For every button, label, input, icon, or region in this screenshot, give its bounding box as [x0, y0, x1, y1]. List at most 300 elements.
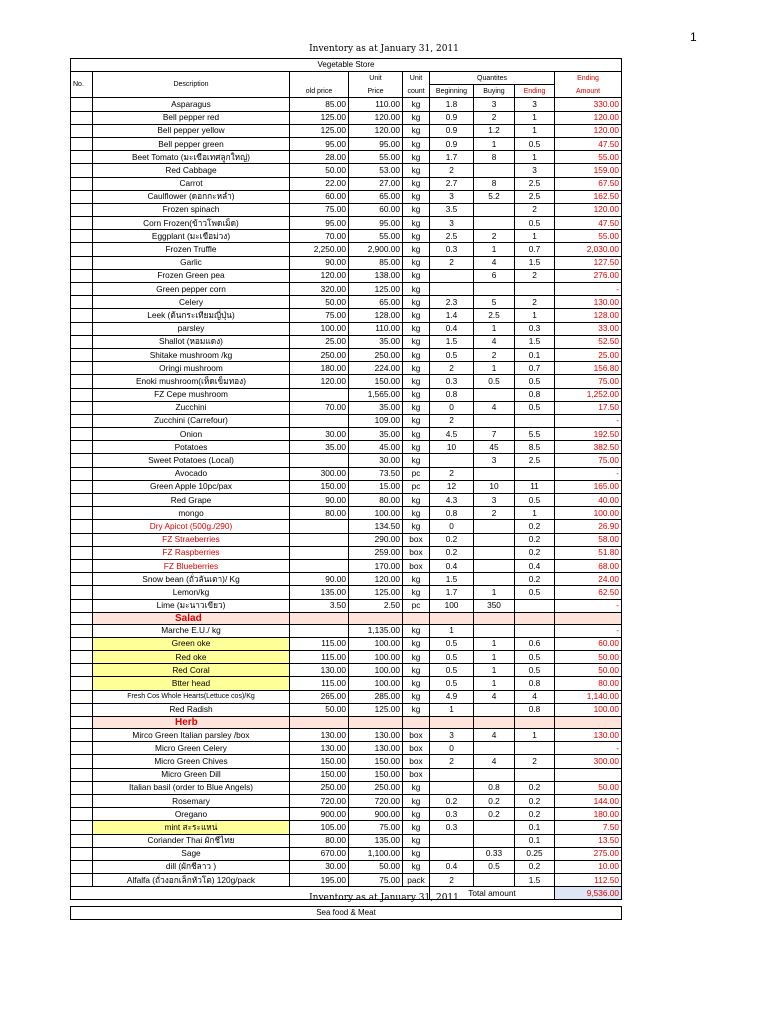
item-description: Red oke [93, 651, 290, 664]
item-old-price: 150.00 [290, 768, 349, 781]
item-buying: 4 [474, 335, 515, 348]
item-unit-price: 75.00 [349, 874, 403, 887]
header-unit-count: Unit [403, 72, 430, 85]
item-old-price: 195.00 [290, 874, 349, 887]
item-old-price: 115.00 [290, 677, 349, 690]
item-beginning: 0.2 [430, 794, 474, 807]
header-old-price: old price [290, 85, 349, 98]
item-old-price: 150.00 [290, 755, 349, 768]
item-buying [474, 217, 515, 230]
item-unit-price: 134.50 [349, 520, 403, 533]
table-row [71, 98, 622, 111]
item-unit-price: 130.00 [349, 729, 403, 742]
item-amount: 120.00 [555, 203, 622, 216]
item-unit: box [403, 755, 430, 768]
item-unit-price: 150.00 [349, 375, 403, 388]
item-old-price: 265.00 [290, 690, 349, 703]
item-beginning: 10 [430, 441, 474, 454]
item-beginning: 1.8 [430, 98, 474, 111]
item-old-price: 130.00 [290, 742, 349, 755]
item-unit: kg [403, 230, 430, 243]
item-unit-price: 75.00 [349, 821, 403, 834]
item-beginning: 1 [430, 703, 474, 716]
item-unit-price: 285.00 [349, 690, 403, 703]
item-unit-price: 110.00 [349, 98, 403, 111]
item-old-price: 90.00 [290, 256, 349, 269]
table-row [71, 546, 622, 559]
item-buying: 4 [474, 256, 515, 269]
table-row [71, 467, 622, 480]
table-row [71, 781, 622, 794]
item-unit: kg [403, 190, 430, 203]
item-buying: 1.2 [474, 124, 515, 137]
item-unit: kg [403, 309, 430, 322]
item-old-price [290, 414, 349, 427]
item-unit: pc [403, 467, 430, 480]
item-unit: box [403, 533, 430, 546]
table-row [71, 348, 622, 361]
item-beginning: 3 [430, 217, 474, 230]
item-old-price: 3.50 [290, 599, 349, 612]
item-old-price [290, 546, 349, 559]
item-old-price [290, 454, 349, 467]
item-unit-price: 130.00 [349, 742, 403, 755]
item-amount: 80.00 [555, 677, 622, 690]
item-unit-price: 224.00 [349, 362, 403, 375]
item-beginning: 2 [430, 256, 474, 269]
item-unit: kg [403, 348, 430, 361]
item-buying: 0.5 [474, 375, 515, 388]
table-row [71, 599, 622, 612]
table-row [71, 362, 622, 375]
item-unit-price: 1,100.00 [349, 847, 403, 860]
item-unit: kg [403, 283, 430, 296]
item-unit-price: 290.00 [349, 533, 403, 546]
item-amount: 47.50 [555, 217, 622, 230]
item-beginning: 0.5 [430, 651, 474, 664]
item-buying: 4 [474, 690, 515, 703]
item-unit-price: 55.00 [349, 151, 403, 164]
item-buying: 2.5 [474, 309, 515, 322]
table-row [71, 520, 622, 533]
item-buying: 0.8 [474, 781, 515, 794]
item-description: mint สะระแหน่ [93, 821, 290, 834]
item-amount: 10.00 [555, 860, 622, 873]
item-unit-price: 27.00 [349, 177, 403, 190]
item-beginning: 4.9 [430, 690, 474, 703]
item-buying [474, 573, 515, 586]
item-amount: 100.00 [555, 703, 622, 716]
item-beginning: 0.2 [430, 533, 474, 546]
item-amount: 7.50 [555, 821, 622, 834]
item-buying [474, 742, 515, 755]
item-beginning: 0.9 [430, 124, 474, 137]
item-old-price [290, 559, 349, 572]
header-row-1 [71, 72, 622, 85]
item-unit-price: 250.00 [349, 781, 403, 794]
item-description: FZ Cepe mushroom [93, 388, 290, 401]
item-amount: 120.00 [555, 124, 622, 137]
item-ending: 0.5 [515, 217, 555, 230]
item-old-price: 180.00 [290, 362, 349, 375]
item-description: Zucchini (Carrefour) [93, 414, 290, 427]
item-buying: 2 [474, 348, 515, 361]
item-unit-price: 120.00 [349, 124, 403, 137]
item-old-price: 100.00 [290, 322, 349, 335]
item-amount: 130.00 [555, 729, 622, 742]
item-unit: box [403, 742, 430, 755]
item-old-price: 135.00 [290, 586, 349, 599]
item-unit: kg [403, 151, 430, 164]
item-ending [515, 599, 555, 612]
item-description: Btter head [93, 677, 290, 690]
item-amount: 300.00 [555, 755, 622, 768]
item-description: Red Grape [93, 494, 290, 507]
item-amount: 25.00 [555, 348, 622, 361]
item-unit: kg [403, 690, 430, 703]
item-unit-price: 80.00 [349, 494, 403, 507]
item-unit-price: 1,135.00 [349, 624, 403, 637]
item-ending: 0.2 [515, 860, 555, 873]
item-unit-price: 170.00 [349, 559, 403, 572]
item-ending: 0.1 [515, 834, 555, 847]
item-buying [474, 874, 515, 887]
item-beginning: 4.5 [430, 428, 474, 441]
item-unit-price: 250.00 [349, 348, 403, 361]
table-row [71, 283, 622, 296]
item-beginning: 100 [430, 599, 474, 612]
table-row [71, 677, 622, 690]
item-description: Garlic [93, 256, 290, 269]
item-beginning: 0.3 [430, 375, 474, 388]
table-row [71, 190, 622, 203]
item-amount: 50.00 [555, 651, 622, 664]
item-unit: kg [403, 520, 430, 533]
item-amount: 13.50 [555, 834, 622, 847]
inventory-table [70, 71, 622, 900]
item-unit: kg [403, 256, 430, 269]
item-beginning: 2 [430, 755, 474, 768]
item-amount: 100.00 [555, 507, 622, 520]
item-ending: 1 [515, 124, 555, 137]
item-unit: kg [403, 137, 430, 150]
item-old-price: 25.00 [290, 335, 349, 348]
item-amount: 128.00 [555, 309, 622, 322]
table-row [71, 388, 622, 401]
item-old-price: 30.00 [290, 428, 349, 441]
item-ending: 0.25 [515, 847, 555, 860]
item-beginning: 0 [430, 742, 474, 755]
item-description: Frozen Green pea [93, 269, 290, 282]
item-beginning: 1.5 [430, 573, 474, 586]
item-unit: kg [403, 296, 430, 309]
table-row [71, 441, 622, 454]
item-amount: 156.80 [555, 362, 622, 375]
item-buying [474, 624, 515, 637]
item-amount: 55.00 [555, 230, 622, 243]
item-amount: 60.00 [555, 637, 622, 650]
item-description: Red Coral [93, 664, 290, 677]
item-unit: pc [403, 480, 430, 493]
item-ending: 0.5 [515, 586, 555, 599]
item-buying [474, 414, 515, 427]
item-old-price: 115.00 [290, 651, 349, 664]
item-amount: 68.00 [555, 559, 622, 572]
item-ending [515, 414, 555, 427]
item-ending: 3 [515, 98, 555, 111]
item-unit: kg [403, 834, 430, 847]
item-description: Bell pepper yellow [93, 124, 290, 137]
item-amount: 127.50 [555, 256, 622, 269]
item-beginning: 0.5 [430, 348, 474, 361]
item-amount: 52.50 [555, 335, 622, 348]
item-buying: 6 [474, 269, 515, 282]
item-buying: 2 [474, 507, 515, 520]
item-unit: kg [403, 794, 430, 807]
section-row [71, 717, 622, 729]
item-description: FZ Straeberries [93, 533, 290, 546]
table-row [71, 269, 622, 282]
table-row [71, 203, 622, 216]
item-buying [474, 283, 515, 296]
item-description: Green Apple 10pc/pax [93, 480, 290, 493]
item-old-price: 30.00 [290, 860, 349, 873]
item-ending: 0.2 [515, 533, 555, 546]
table-row [71, 586, 622, 599]
item-old-price: 105.00 [290, 821, 349, 834]
item-beginning: 0.3 [430, 243, 474, 256]
item-ending: 0.1 [515, 821, 555, 834]
item-old-price: 900.00 [290, 808, 349, 821]
item-old-price: 90.00 [290, 573, 349, 586]
item-beginning: 2 [430, 874, 474, 887]
item-unit-price: 109.00 [349, 414, 403, 427]
item-buying: 45 [474, 441, 515, 454]
table-row [71, 256, 622, 269]
item-beginning: 0.9 [430, 137, 474, 150]
item-unit-price: 110.00 [349, 322, 403, 335]
item-description: Mirco Green Italian parsley /box [93, 729, 290, 742]
item-beginning: 1.7 [430, 586, 474, 599]
table-row [71, 454, 622, 467]
item-ending: 1 [515, 507, 555, 520]
item-amount: 33.00 [555, 322, 622, 335]
header-buying: Buying [474, 85, 515, 98]
item-description: Micro Green Dill [93, 768, 290, 781]
table-row [71, 177, 622, 190]
item-unit: pack [403, 874, 430, 887]
item-buying [474, 768, 515, 781]
item-ending: 2.5 [515, 190, 555, 203]
item-amount: 75.00 [555, 454, 622, 467]
item-buying [474, 164, 515, 177]
table-row [71, 243, 622, 256]
table-row [71, 729, 622, 742]
item-unit: kg [403, 454, 430, 467]
item-buying [474, 520, 515, 533]
item-ending [515, 467, 555, 480]
item-amount: 159.00 [555, 164, 622, 177]
table-row [71, 414, 622, 427]
item-amount: 67.50 [555, 177, 622, 190]
item-ending: 2 [515, 296, 555, 309]
item-buying: 1 [474, 362, 515, 375]
item-amount: 17.50 [555, 401, 622, 414]
item-old-price: 85.00 [290, 98, 349, 111]
table-row [71, 821, 622, 834]
item-buying: 0.33 [474, 847, 515, 860]
item-beginning: 0.4 [430, 860, 474, 873]
item-description: Frozen Truffle [93, 243, 290, 256]
item-unit: kg [403, 664, 430, 677]
item-unit-price: 100.00 [349, 651, 403, 664]
item-buying: 10 [474, 480, 515, 493]
item-old-price: 95.00 [290, 137, 349, 150]
item-unit: kg [403, 217, 430, 230]
item-amount: 24.00 [555, 573, 622, 586]
item-unit: kg [403, 637, 430, 650]
item-unit: kg [403, 388, 430, 401]
item-ending: 2.5 [515, 177, 555, 190]
item-unit: box [403, 546, 430, 559]
item-description: Caulflower (ดอกกะหล่ำ) [93, 190, 290, 203]
item-beginning: 0.3 [430, 808, 474, 821]
item-unit-price: 65.00 [349, 296, 403, 309]
item-unit-price: 95.00 [349, 217, 403, 230]
item-unit-price: 138.00 [349, 269, 403, 282]
item-ending: 0.2 [515, 546, 555, 559]
item-ending: 1.5 [515, 874, 555, 887]
item-unit: kg [403, 860, 430, 873]
item-unit-price: 1,565.00 [349, 388, 403, 401]
item-beginning: 1.5 [430, 335, 474, 348]
item-unit: kg [403, 808, 430, 821]
item-description: Carrot [93, 177, 290, 190]
item-old-price: 80.00 [290, 507, 349, 520]
item-buying: 7 [474, 428, 515, 441]
item-description: Shitake mushroom /kg [93, 348, 290, 361]
page-title: Inventory as at January 31, 2011 [309, 44, 459, 54]
item-unit: kg [403, 269, 430, 282]
item-ending: 1 [515, 729, 555, 742]
item-amount: 192.50 [555, 428, 622, 441]
item-description: FZ Blueberries [93, 559, 290, 572]
item-amount: 26.90 [555, 520, 622, 533]
item-description: Sage [93, 847, 290, 860]
item-ending [515, 742, 555, 755]
item-old-price: 50.00 [290, 296, 349, 309]
item-buying: 0.2 [474, 808, 515, 821]
item-unit-price: 900.00 [349, 808, 403, 821]
item-old-price: 22.00 [290, 177, 349, 190]
item-unit: kg [403, 203, 430, 216]
item-beginning: 0.5 [430, 664, 474, 677]
item-amount: 382.50 [555, 441, 622, 454]
header-price: Price [349, 85, 403, 98]
item-amount [555, 768, 622, 781]
item-description: Corn Frozen(ข้าวโพดเม็ด) [93, 217, 290, 230]
item-unit: kg [403, 781, 430, 794]
item-ending: 2 [515, 269, 555, 282]
store-name: Vegetable Store [70, 58, 622, 72]
item-ending: 0.2 [515, 781, 555, 794]
header-no: No. [71, 72, 93, 98]
item-unit-price: 95.00 [349, 137, 403, 150]
item-amount: 51.80 [555, 546, 622, 559]
item-unit-price: 125.00 [349, 703, 403, 716]
item-beginning [430, 847, 474, 860]
item-ending: 5.5 [515, 428, 555, 441]
item-description: mongo [93, 507, 290, 520]
item-amount: 144.00 [555, 794, 622, 807]
item-unit-price: 35.00 [349, 335, 403, 348]
item-beginning: 1.4 [430, 309, 474, 322]
table-row [71, 533, 622, 546]
item-beginning: 0.3 [430, 821, 474, 834]
item-old-price: 115.00 [290, 637, 349, 650]
item-old-price: 300.00 [290, 467, 349, 480]
item-old-price: 90.00 [290, 494, 349, 507]
page-number: 1 [690, 30, 697, 44]
item-old-price: 75.00 [290, 309, 349, 322]
header-description: Description [93, 72, 290, 98]
item-beginning: 12 [430, 480, 474, 493]
item-ending: 11 [515, 480, 555, 493]
item-old-price: 120.00 [290, 269, 349, 282]
item-description: Marche E.U./ kg [93, 624, 290, 637]
item-description: Oringi mushroom [93, 362, 290, 375]
item-buying: 3 [474, 494, 515, 507]
item-old-price: 250.00 [290, 348, 349, 361]
item-unit-price: 720.00 [349, 794, 403, 807]
item-buying: 1 [474, 664, 515, 677]
item-beginning: 2.7 [430, 177, 474, 190]
item-buying [474, 467, 515, 480]
item-amount: 58.00 [555, 533, 622, 546]
item-ending: 0.1 [515, 348, 555, 361]
table-row [71, 742, 622, 755]
item-description: Potatoes [93, 441, 290, 454]
table-row [71, 494, 622, 507]
item-ending: 1 [515, 151, 555, 164]
item-amount: - [555, 742, 622, 755]
item-buying: 5 [474, 296, 515, 309]
item-ending: 1 [515, 111, 555, 124]
item-description: Rosemary [93, 794, 290, 807]
item-old-price: 50.00 [290, 703, 349, 716]
item-ending: 0.5 [515, 664, 555, 677]
item-description: Micro Green Celery [93, 742, 290, 755]
item-unit: kg [403, 164, 430, 177]
item-beginning: 0.4 [430, 559, 474, 572]
item-old-price: 35.00 [290, 441, 349, 454]
item-ending [515, 768, 555, 781]
header-amount: Amount [555, 85, 622, 98]
item-description: Red Radish [93, 703, 290, 716]
table-row [71, 507, 622, 520]
item-beginning: 0 [430, 401, 474, 414]
item-description: Green pepper corn [93, 283, 290, 296]
item-amount: 50.00 [555, 781, 622, 794]
item-description: FZ Raspberries [93, 546, 290, 559]
item-unit: kg [403, 362, 430, 375]
item-buying: 2 [474, 111, 515, 124]
item-beginning: 0.9 [430, 111, 474, 124]
table-row [71, 375, 622, 388]
item-description: Celery [93, 296, 290, 309]
item-beginning: 2 [430, 467, 474, 480]
item-amount: 162.50 [555, 190, 622, 203]
